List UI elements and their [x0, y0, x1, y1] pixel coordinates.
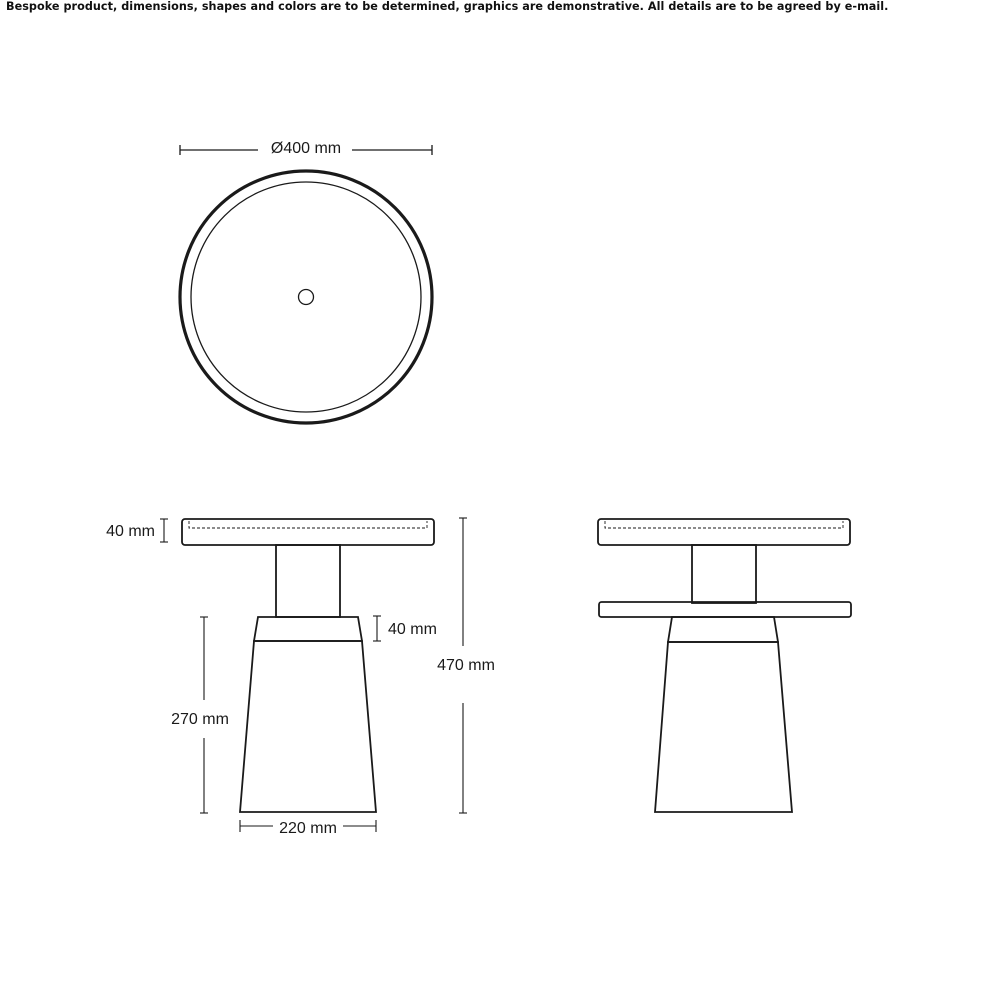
- center-hole: [299, 290, 314, 305]
- base-width-label: 220 mm: [279, 820, 337, 837]
- top-thickness-label: 40 mm: [106, 523, 155, 540]
- side-collar: [668, 617, 778, 642]
- front-tabletop-dashed-recess: [189, 521, 427, 528]
- top-view: [180, 140, 432, 423]
- front-collar: [254, 617, 362, 641]
- base-height-label: 270 mm: [171, 711, 229, 728]
- side-view: [598, 519, 851, 812]
- front-view: [106, 518, 495, 837]
- side-tabletop-dashed-recess: [605, 521, 843, 528]
- side-tabletop: [598, 519, 850, 545]
- side-conical-base: [655, 642, 792, 812]
- side-shelf-tray: [599, 602, 851, 617]
- diameter-label: Ø400 mm: [270, 140, 342, 157]
- front-column: [276, 545, 340, 617]
- total-height-label: 470 mm: [437, 657, 495, 674]
- front-tabletop: [182, 519, 434, 545]
- front-conical-base: [240, 641, 376, 812]
- tabletop-inner-circle: [191, 182, 421, 412]
- tabletop-outer-circle: [180, 171, 432, 423]
- collar-height-label: 40 mm: [388, 621, 437, 638]
- disclaimer-text: Bespoke product, dimensions, shapes and colors are to be determined, graphics are demonstrative. All details are to be agreed by e-mail.: [6, 0, 889, 13]
- side-column: [692, 545, 756, 603]
